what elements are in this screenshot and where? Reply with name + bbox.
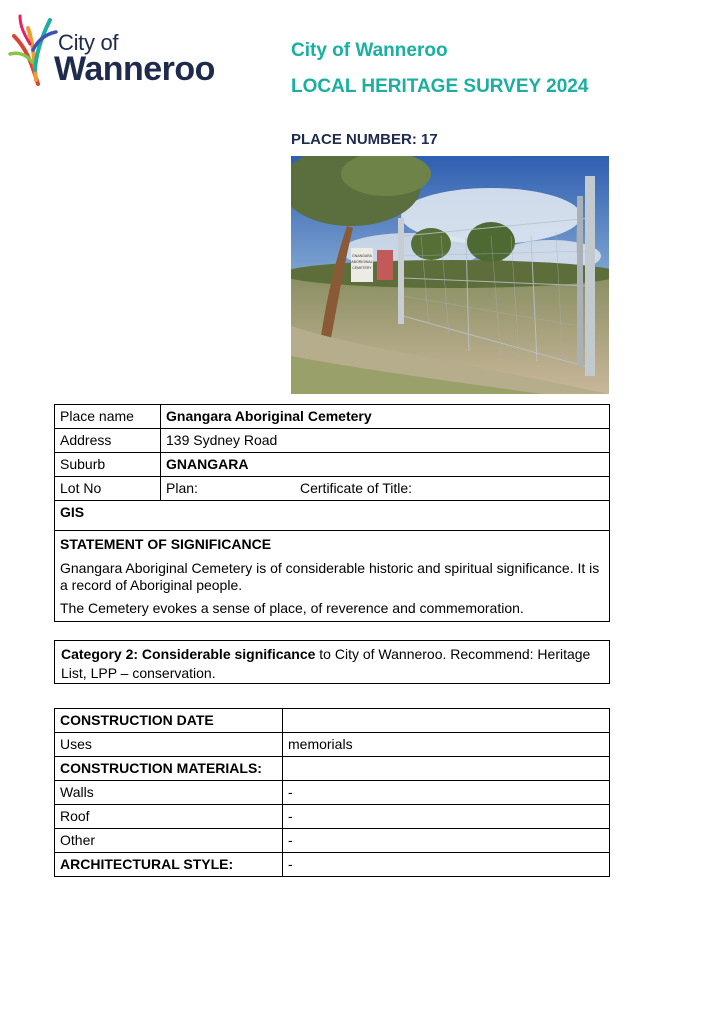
place-name-label: Place name: [55, 405, 161, 429]
plan-cell: [161, 477, 610, 501]
category-recommendation: to City of Wanneroo. Recommend: Heritage List, LPP – conservation.: [61, 646, 591, 681]
roof-label: Roof: [55, 805, 283, 829]
suburb-value: GNANGARA: [161, 453, 610, 477]
place-number: PLACE NUMBER: 17: [291, 131, 438, 148]
sign-line-1: GNANGARA: [351, 254, 373, 258]
plan-label: Plan:: [166, 480, 198, 496]
kangaroo-paw-icon: [8, 10, 60, 88]
place-name-value: Gnangara Aboriginal Cemetery: [161, 405, 610, 429]
table-row: [55, 531, 610, 622]
uses-value: memorials: [283, 733, 610, 757]
table-row: [55, 429, 610, 453]
significance-paragraph-2: The Cemetery evokes a sense of place, of reverence and commemoration.: [60, 600, 524, 616]
sign-line-2: ABORIGINAL: [351, 260, 373, 264]
construction-date-value: [283, 709, 610, 733]
document-title: City of Wanneroo: [291, 40, 448, 61]
table-row: [55, 757, 610, 781]
table-row: [55, 501, 610, 531]
lot-no-label: Lot No: [55, 477, 161, 501]
construction-materials-value: [283, 757, 610, 781]
other-value: -: [283, 829, 610, 853]
logo-city-of-text: City of: [58, 30, 119, 55]
address-label: Address: [55, 429, 161, 453]
cemetery-photo: [291, 156, 609, 394]
architectural-style-value: -: [283, 853, 610, 877]
gis-label: GIS: [55, 501, 610, 531]
roof-value: -: [283, 805, 610, 829]
table-row: [55, 477, 610, 501]
architectural-style-label: ARCHITECTURAL STYLE:: [55, 853, 283, 877]
cemetery-photo-illustration: [291, 156, 609, 394]
address-value: 139 Sydney Road: [161, 429, 610, 453]
significance-heading: STATEMENT OF SIGNIFICANCE: [60, 536, 272, 552]
category-box: [54, 640, 610, 684]
table-row: [55, 453, 610, 477]
certificate-label: Certificate of Title:: [300, 480, 413, 496]
walls-label: Walls: [55, 781, 283, 805]
significance-paragraph-1: Gnangara Aboriginal Cemetery is of considerable historic and spiritual significance. It is a record of Aboriginal people.: [60, 560, 600, 593]
table-row: [55, 805, 610, 829]
uses-label: Uses: [55, 733, 283, 757]
table-row: [55, 853, 610, 877]
sign-line-3: CEMETERY: [352, 266, 372, 270]
table-row: [55, 405, 610, 429]
construction-table: [54, 708, 610, 877]
table-row: [55, 733, 610, 757]
table-row: [55, 781, 610, 805]
category-label: Category 2: Considerable significance: [61, 646, 316, 662]
construction-materials-label: CONSTRUCTION MATERIALS:: [55, 757, 283, 781]
other-label: Other: [55, 829, 283, 853]
walls-value: -: [283, 781, 610, 805]
place-details-table: [54, 404, 610, 622]
suburb-label: Suburb: [55, 453, 161, 477]
table-row: [55, 709, 610, 733]
city-logo: [8, 8, 228, 88]
document-subtitle: LOCAL HERITAGE SURVEY 2024: [291, 76, 589, 97]
table-row: [55, 829, 610, 853]
significance-cell: [55, 531, 610, 622]
logo-wanneroo-text: Wanneroo: [54, 50, 215, 88]
construction-date-label: CONSTRUCTION DATE: [55, 709, 283, 733]
